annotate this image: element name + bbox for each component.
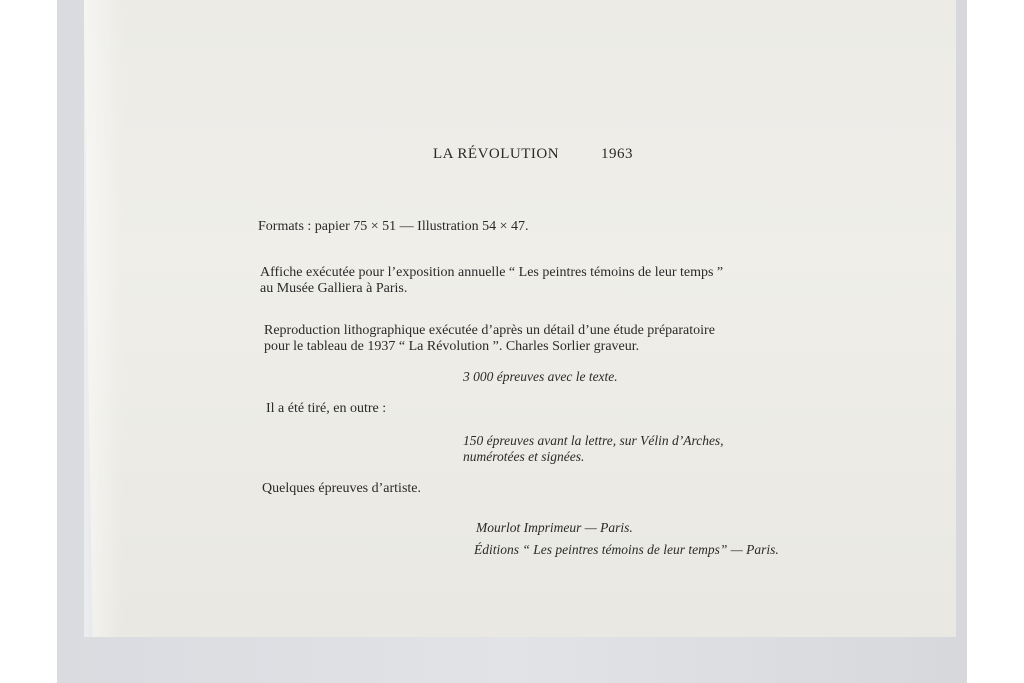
edition-hc-line-1: 150 épreuves avant la lettre, sur Vélin d’Arches, — [463, 433, 724, 448]
reproduction-line-2: pour le tableau de 1937 “ La Révolution ”. Charles Sorlier graveur. — [264, 339, 640, 354]
edition-hc-line-2: numérotées et signées. — [463, 449, 585, 464]
artist-proofs-line: Quelques épreuves d’artiste. — [262, 481, 421, 496]
edition-main: 3 000 épreuves avec le texte. — [463, 369, 618, 384]
reproduction-line-1: Reproduction lithographique exécutée d’après un détail d’une étude préparatoire — [264, 323, 715, 338]
publisher-line: Éditions “ Les peintres témoins de leur temps” — Paris. — [474, 542, 779, 557]
formats-line: Formats : papier 75 × 51 — Illustration 54 × 47. — [258, 219, 529, 234]
document-title: LA RÉVOLUTION — [433, 146, 560, 162]
document-year: 1963 — [601, 146, 633, 162]
affiche-line-1: Affiche exécutée pour l’exposition annuelle “ Les peintres témoins de leur temps ” — [260, 265, 724, 280]
printer-line: Mourlot Imprimeur — Paris. — [476, 520, 633, 535]
affiche-line-2: au Musée Galliera à Paris. — [260, 281, 408, 296]
tire-line: Il a été tiré, en outre : — [266, 401, 387, 416]
paper-curl-edge — [84, 0, 124, 637]
